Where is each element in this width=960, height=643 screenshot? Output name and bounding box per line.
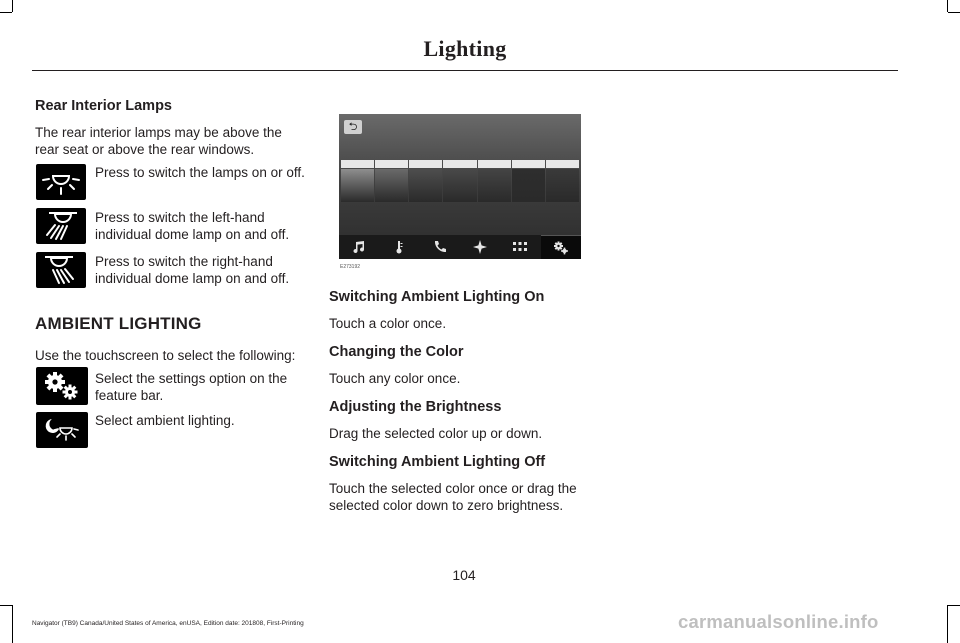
rear-lamps-heading: Rear Interior Lamps [35,98,172,114]
settings-gears-icon [36,367,88,405]
rear-lamps-intro: The rear interior lamps may be above the rear seat or above the rear windows. [35,125,282,157]
document-info: Navigator (TB9) Canada/United States of America, enUSA, Edition date: 201808, First-Printing [32,620,304,627]
ambient-lighting-icon [36,412,88,448]
swatch-color-fill [512,169,545,202]
swatch-brightness-cap [443,160,476,168]
swatch-brightness-cap [409,160,442,168]
brightness-heading: Adjusting the Brightness [329,399,502,415]
change-color-heading: Changing the Color [329,344,464,360]
color-swatch[interactable] [512,160,545,202]
swatch-color-fill [443,169,476,202]
crop-mark-top-right-h [948,12,960,13]
music-note-icon[interactable] [339,235,379,259]
crop-mark-bottom-left-h [0,605,12,606]
page-number: 104 [452,567,476,583]
ambient-intro: Use the touchscreen to select the following: [35,348,296,363]
crop-mark-bottom-right [947,605,948,643]
swatch-brightness-cap [341,160,374,168]
climate-icon[interactable] [379,235,419,259]
crop-mark-top-left-h [0,12,12,13]
phone-icon[interactable] [420,235,460,259]
image-code: E273192 [340,264,361,270]
color-swatch[interactable] [341,160,374,202]
switch-off-text: Touch the selected color once or drag the selected color down to zero brightness. [329,481,577,513]
color-swatch[interactable] [375,160,408,202]
rear-lamp-item-3-text: Press to switch the right-hand individual dome lamp on and off. [95,254,290,286]
settings-gears-icon[interactable] [541,235,581,259]
left-dome-lamp-icon [36,208,86,244]
ambient-item-2-text: Select ambient lighting. [95,413,235,428]
rear-lamp-item-2-text: Press to switch the left-hand individual dome lamp on and off. [95,210,290,242]
brightness-text: Drag the selected color up or down. [329,426,543,441]
swatch-color-fill [341,169,374,202]
page-title: Lighting [423,36,507,61]
swatch-brightness-cap [478,160,511,168]
feature-bar [339,235,581,259]
switch-off-heading: Switching Ambient Lighting Off [329,454,546,470]
right-dome-lamp-icon [36,252,86,288]
color-swatch[interactable] [443,160,476,202]
swatch-color-fill [478,169,511,202]
swatch-brightness-cap [546,160,579,168]
crop-mark-top-right [947,0,948,12]
header-rule [32,70,898,71]
watermark: carmanualsonline.info [678,611,879,632]
crop-mark-bottom-left [12,605,13,643]
ambient-heading: AMBIENT LIGHTING [35,314,202,333]
switch-on-heading: Switching Ambient Lighting On [329,289,545,305]
color-swatch-row [341,160,579,202]
swatch-color-fill [546,169,579,202]
swatch-brightness-cap [375,160,408,168]
switch-on-text: Touch a color once. [329,316,447,331]
swatch-color-fill [375,169,408,202]
swatch-color-fill [409,169,442,202]
navigation-icon[interactable] [460,235,500,259]
color-swatch[interactable] [409,160,442,202]
swatch-brightness-cap [512,160,545,168]
color-swatch[interactable] [478,160,511,202]
crop-mark-bottom-right-h [948,605,960,606]
color-swatch[interactable] [546,160,579,202]
crop-mark-top-left [12,0,13,12]
touchscreen-illustration [339,114,581,259]
back-arrow-icon[interactable]: ⮌ [344,120,362,134]
apps-grid-icon[interactable] [500,235,540,259]
rear-lamp-item-1-text: Press to switch the lamps on or off. [95,165,305,180]
change-color-text: Touch any color once. [329,371,461,386]
ambient-item-1-text: Select the settings option on the feature bar. [95,371,288,403]
dome-lamp-icon [36,164,86,200]
